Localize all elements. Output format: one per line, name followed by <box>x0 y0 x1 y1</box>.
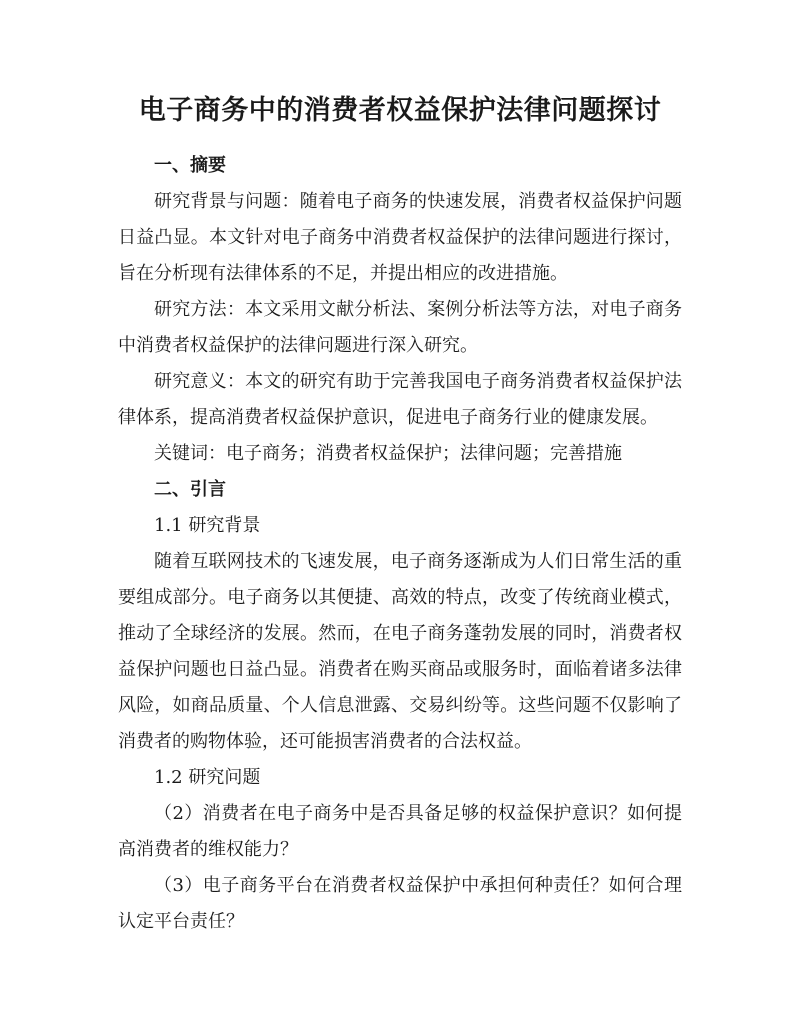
abstract-method-paragraph: 研究方法：本文采用文献分析法、案例分析法等方法，对电子商务中消费者权益保护的法律问题进行深入研究。 <box>118 299 682 356</box>
research-question-2: （2）消费者在电子商务中是否具备足够的权益保护意识？如何提高消费者的维权能力？ <box>118 803 682 860</box>
abstract-heading: 一、摘要 <box>154 155 226 176</box>
abstract-significance-paragraph: 研究意义：本文的研究有助于完善我国电子商务消费者权益保护法律体系，提高消费者权益保护意识，促进电子商务行业的健康发展。 <box>118 371 682 428</box>
research-question-3: （3）电子商务平台在消费者权益保护中承担何种责任？如何合理认定平台责任？ <box>118 875 682 932</box>
research-background-subheading: 1.1 研究背景 <box>154 515 261 536</box>
document-title: 电子商务中的消费者权益保护法律问题探讨 <box>138 95 662 126</box>
research-questions-subheading: 1.2 研究问题 <box>154 767 261 788</box>
abstract-background-paragraph: 研究背景与问题：随着电子商务的快速发展，消费者权益保护问题日益凸显。本文针对电子商务中消费者权益保护的法律问题进行探讨，旨在分析现有法律体系的不足，并提出相应的改进措施。 <box>118 191 682 284</box>
introduction-heading: 二、引言 <box>154 479 226 500</box>
research-background-paragraph: 随着互联网技术的飞速发展，电子商务逐渐成为人们日常生活的重要组成部分。电子商务以其便捷、高效的特点，改变了传统商业模式，推动了全球经济的发展。然而，在电子商务蓬勃发展的同时，消费者权益保护问题也日益凸显。消费者在购买商品或服务时，面临着诸多法律风险，如商品质量、个人信息泄露、交易纠纷等。这些问题不仅影响了消费者的购物体验，还可能损害消费者的合法权益。 <box>118 551 682 752</box>
keywords-line: 关键词：电子商务；消费者权益保护；法律问题；完善措施 <box>154 443 622 464</box>
